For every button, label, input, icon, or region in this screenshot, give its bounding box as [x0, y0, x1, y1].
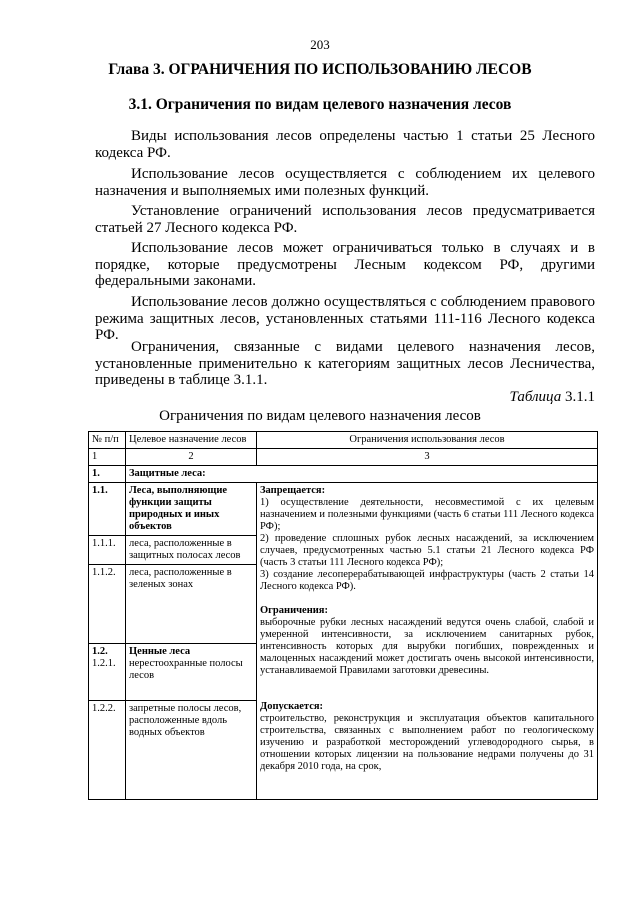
paragraph: Ограничения, связанные с видами целевого назначения лесов, установленные применительно к категориям защитных лесов Лесничества, приведены в таблице 3.1.1.	[95, 339, 595, 388]
header-purpose: Целевое назначение лесов	[126, 432, 257, 449]
row-number: 1.2.2.	[89, 701, 126, 800]
restrictions-table	[88, 431, 598, 800]
table-label-word: Таблица	[509, 389, 562, 405]
allowed-text: строительство, реконструкция и эксплуатация объектов капитального строительства, связанных с выполнением работ по геологическому изучению и разработкой месторождений углеводородного сырья, в отношении которых лицензии на пользование недрами получены до 31 декабря 2010 года, на срок,	[260, 713, 594, 772]
paragraph: Использование лесов осуществляется с соблюдением их целевого назначения и выполняемых ими полезных функций.	[95, 166, 595, 199]
chapter-title: Глава 3. ОГРАНИЧЕНИЯ ПО ИСПОЛЬЗОВАНИЮ ЛЕСОВ	[108, 61, 532, 78]
row-purpose-group	[126, 644, 257, 701]
section-title: 3.1. Ограничения по видам целевого назначения лесов	[128, 96, 512, 113]
column-number-row	[89, 449, 598, 466]
header-restrictions: Ограничения использования лесов	[257, 432, 598, 449]
prohibited-heading: Запрещается:	[260, 485, 326, 496]
column-number: 3	[257, 449, 598, 466]
row-number: 1.1.1.	[89, 536, 126, 565]
prohibited-item: 1) осуществление деятельности, несовместимой с их целевым назначением и полезными функциями (часть 6 статьи 111 Лесного кодекса РФ);	[260, 497, 594, 532]
restrictions-cell	[257, 483, 598, 800]
row-number: 1.2.1.	[92, 658, 116, 669]
paragraph: Виды использования лесов определены частью 1 статьи 25 Лесного кодекса РФ.	[95, 128, 595, 161]
prohibited-item: 3) создание лесоперерабатывающей инфраструктуры (часть 2 статьи 14 Лесного кодекса РФ).	[260, 569, 594, 592]
allowed-heading: Допускается:	[260, 701, 324, 712]
row-purpose: леса, расположенные в зеленых зонах	[126, 565, 257, 644]
header-number: № п/п	[89, 432, 126, 449]
row-purpose: Леса, выполняющие функции защиты природных и иных объектов	[126, 483, 257, 536]
paragraph: Установление ограничений использования лесов предусматривается статьей 27 Лесного кодекса РФ.	[95, 203, 595, 236]
limits-text: выборочные рубки лесных насаждений ведутся очень слабой, слабой и умеренной интенсивности, за исключением санитарных рубок, интенсивность которых для вырубки погибших, поврежденных и малоценных насаждений может достигать очень высокой интенсивности, устанавливаемой Правилами заготовки древесины.	[260, 617, 594, 676]
table-header-row	[89, 432, 598, 449]
row-number: 1.1.	[89, 483, 126, 536]
page-number: 203	[310, 37, 330, 52]
column-number: 2	[126, 449, 257, 466]
row-purpose: нерестоохранные полосы лесов	[129, 658, 243, 681]
row-purpose: запретные полосы лесов, расположенные вдоль водных объектов	[126, 701, 257, 800]
table-row	[89, 483, 598, 536]
row-number: 1.2.	[92, 646, 108, 657]
table-title: Ограничения по видам целевого назначения лесов	[159, 408, 481, 424]
paragraph: Использование лесов должно осуществляться с соблюдением правового режима защитных лесов, установленных статьями 111-116 Лесного кодекса РФ.	[95, 294, 595, 343]
row-number: 1.1.2.	[89, 565, 126, 644]
table-label	[510, 389, 595, 406]
row-number-group	[89, 644, 126, 701]
row-purpose: леса, расположенные в защитных полосах лесов	[126, 536, 257, 565]
table-row	[89, 466, 598, 483]
column-number: 1	[89, 449, 126, 466]
row-purpose: Ценные леса	[129, 646, 191, 657]
table-label-number: 3.1.1	[565, 389, 595, 405]
row-number: 1.	[89, 466, 126, 483]
paragraph: Использование лесов может ограничиваться только в случаях и в порядке, которые предусмотрены Лесным кодексом РФ, другими федеральными законами.	[95, 240, 595, 289]
limits-heading: Ограничения:	[260, 605, 328, 616]
row-purpose: Защитные леса:	[126, 466, 598, 483]
prohibited-item: 2) проведение сплошных рубок лесных насаждений, за исключением случаев, предусмотренных частью 5.1 статьи 21 Лесного кодекса РФ (часть 3 статьи 111 Лесного кодекса РФ);	[260, 533, 594, 568]
